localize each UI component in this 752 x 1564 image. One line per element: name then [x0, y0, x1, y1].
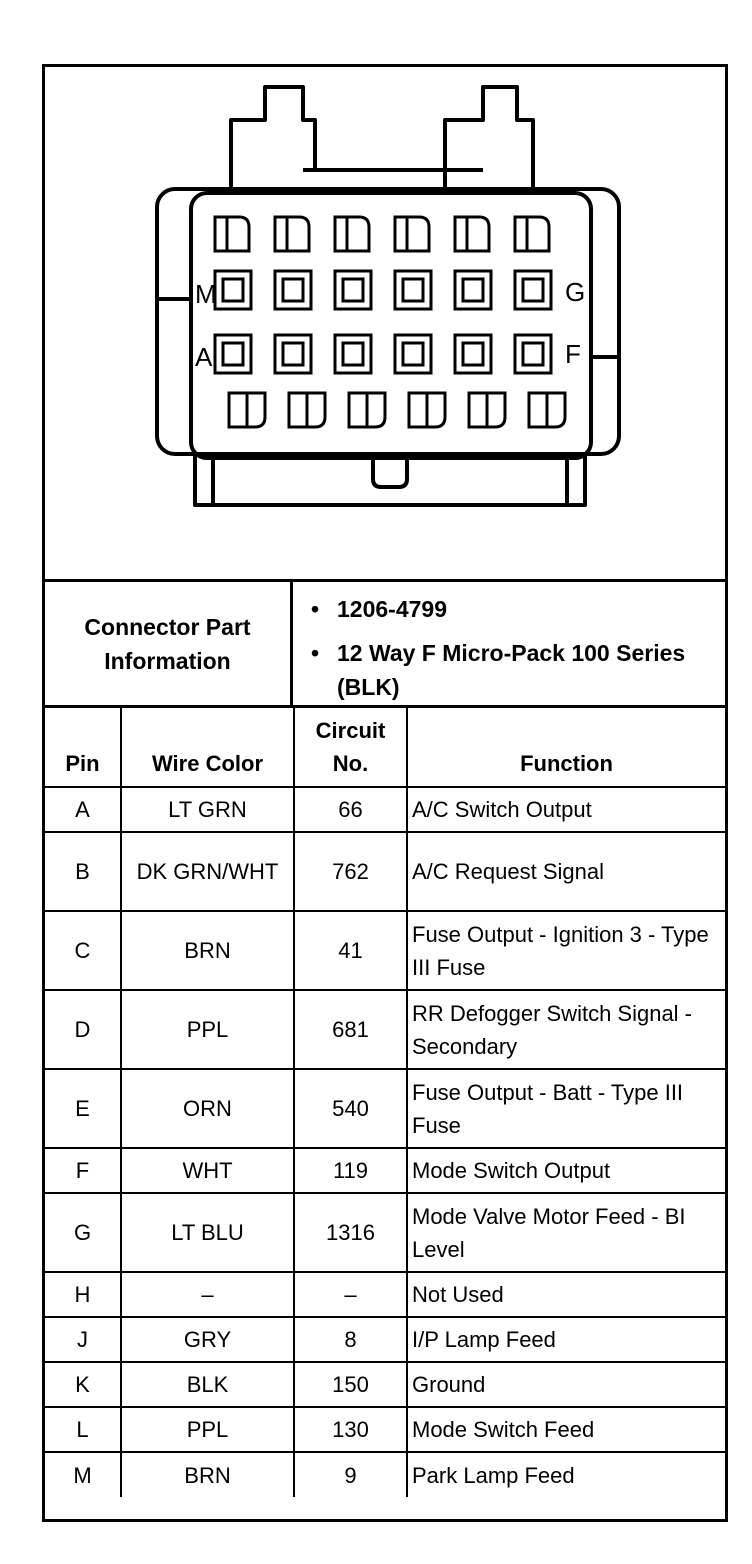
pin-label-a: A: [195, 342, 213, 372]
terminal-cavity-bottom-6: [529, 393, 565, 427]
terminal-cavity-bottom-5: [469, 393, 505, 427]
pin-cell: E: [45, 1069, 121, 1148]
connector-face: [191, 193, 591, 458]
terminal-cavity-upper-3: [335, 271, 371, 309]
pin-cell: D: [45, 990, 121, 1069]
connector-info-list: [309, 592, 719, 714]
pin-table-body: [45, 787, 725, 1497]
table-row: [45, 1407, 725, 1452]
wire-color-cell: DK GRN/WHT: [121, 832, 294, 911]
table-row: [45, 1193, 725, 1272]
circuit-cell: 540: [294, 1069, 407, 1148]
table-row: [45, 1362, 725, 1407]
pin-table: [45, 705, 725, 1497]
circuit-cell: 150: [294, 1362, 407, 1407]
circuit-cell: 9: [294, 1452, 407, 1497]
header-circuit-no: [294, 707, 407, 788]
connector-info-label: [45, 582, 293, 705]
connector-part-information: [45, 579, 725, 705]
terminal-cavity-upper-inner-3: [343, 279, 363, 301]
terminal-cavity-lower-inner-6: [523, 343, 543, 365]
function-cell: Fuse Output - Batt - Type III Fuse: [407, 1069, 725, 1148]
circuit-cell: –: [294, 1272, 407, 1317]
pin-cell: A: [45, 787, 121, 832]
wire-color-cell: WHT: [121, 1148, 294, 1193]
terminal-cavity-upper-6: [515, 271, 551, 309]
header-wire-color: Wire Color: [121, 707, 294, 788]
pin-label-g: G: [565, 277, 586, 307]
function-cell: A/C Request Signal: [407, 832, 725, 911]
wire-color-cell: BRN: [121, 1452, 294, 1497]
terminal-cavity-upper-inner-6: [523, 279, 543, 301]
terminal-cavity-top-3: [335, 217, 369, 251]
terminal-cavity-upper-inner-4: [403, 279, 423, 301]
terminal-cavity-top-6: [515, 217, 549, 251]
connector-info-label-line1: Connector Part: [84, 613, 251, 640]
circuit-cell: 130: [294, 1407, 407, 1452]
table-row: [45, 1148, 725, 1193]
table-row: [45, 1069, 725, 1148]
pin-cell: M: [45, 1452, 121, 1497]
header-circuit-line2: No.: [332, 751, 369, 776]
terminal-cavity-bottom-3: [349, 393, 385, 427]
wire-color-cell: BRN: [121, 911, 294, 990]
header-circuit-line1: Circuit: [315, 718, 386, 743]
table-row: [45, 787, 725, 832]
function-cell: Mode Switch Feed: [407, 1407, 725, 1452]
header-pin: Pin: [45, 707, 121, 788]
circuit-cell: 66: [294, 787, 407, 832]
circuit-cell: 681: [294, 990, 407, 1069]
terminal-cavity-lower-3: [335, 335, 371, 373]
table-row: [45, 1452, 725, 1497]
function-cell: Not Used: [407, 1272, 725, 1317]
terminal-cavity-upper-2: [275, 271, 311, 309]
connector-info-label-line2: Information: [104, 647, 231, 674]
pin-table-header: [45, 707, 725, 788]
terminal-cavity-lower-inner-3: [343, 343, 363, 365]
left-latch: [231, 87, 315, 194]
wire-color-cell: BLK: [121, 1362, 294, 1407]
function-cell: A/C Switch Output: [407, 787, 725, 832]
cavity-grid: [215, 217, 565, 427]
terminal-cavity-upper-4: [395, 271, 431, 309]
function-cell: Fuse Output - Ignition 3 - Type III Fuse: [407, 911, 725, 990]
terminal-cavity-upper-1: [215, 271, 251, 309]
wire-color-cell: PPL: [121, 990, 294, 1069]
terminal-cavity-bottom-4: [409, 393, 445, 427]
terminal-cavity-lower-inner-5: [463, 343, 483, 365]
terminal-cavity-lower-1: [215, 335, 251, 373]
wire-color-cell: –: [121, 1272, 294, 1317]
pin-cell: L: [45, 1407, 121, 1452]
circuit-cell: 1316: [294, 1193, 407, 1272]
terminal-cavity-top-1: [215, 217, 249, 251]
terminal-cavity-upper-inner-1: [223, 279, 243, 301]
terminal-cavity-lower-6: [515, 335, 551, 373]
circuit-cell: 119: [294, 1148, 407, 1193]
right-latch: [445, 87, 533, 194]
table-row: [45, 832, 725, 911]
terminal-cavity-lower-2: [275, 335, 311, 373]
terminal-cavity-lower-inner-4: [403, 343, 423, 365]
wire-color-cell: LT GRN: [121, 787, 294, 832]
terminal-cavity-top-2: [275, 217, 309, 251]
terminal-cavity-lower-inner-1: [223, 343, 243, 365]
connector-sheet: [42, 64, 728, 1522]
terminal-cavity-upper-5: [455, 271, 491, 309]
header-function: Function: [407, 707, 725, 788]
terminal-cavity-lower-5: [455, 335, 491, 373]
pin-cell: K: [45, 1362, 121, 1407]
terminal-cavity-bottom-2: [289, 393, 325, 427]
function-cell: I/P Lamp Feed: [407, 1317, 725, 1362]
circuit-cell: 8: [294, 1317, 407, 1362]
pin-cell: G: [45, 1193, 121, 1272]
wire-color-cell: LT BLU: [121, 1193, 294, 1272]
table-row: [45, 1272, 725, 1317]
pin-label-m: M: [195, 279, 217, 309]
pin-cell: J: [45, 1317, 121, 1362]
table-row: [45, 990, 725, 1069]
connector-drawing: [45, 67, 725, 579]
pin-cell: F: [45, 1148, 121, 1193]
function-cell: Mode Switch Output: [407, 1148, 725, 1193]
function-cell: Park Lamp Feed: [407, 1452, 725, 1497]
terminal-cavity-upper-inner-2: [283, 279, 303, 301]
table-row: [45, 911, 725, 990]
terminal-cavity-bottom-1: [229, 393, 265, 427]
terminal-cavity-upper-inner-5: [463, 279, 483, 301]
terminal-cavity-lower-4: [395, 335, 431, 373]
pin-cell: B: [45, 832, 121, 911]
table-row: [45, 1317, 725, 1362]
function-cell: Ground: [407, 1362, 725, 1407]
pin-cell: H: [45, 1272, 121, 1317]
wire-color-cell: PPL: [121, 1407, 294, 1452]
connector-face-diagram: [45, 67, 725, 579]
wire-color-cell: ORN: [121, 1069, 294, 1148]
pin-label-f: F: [565, 339, 581, 369]
part-number: • 1206-4799: [309, 592, 719, 626]
terminal-cavity-top-5: [455, 217, 489, 251]
function-cell: RR Defogger Switch Signal - Secondary: [407, 990, 725, 1069]
terminal-cavity-lower-inner-2: [283, 343, 303, 365]
terminal-cavity-top-4: [395, 217, 429, 251]
circuit-cell: 762: [294, 832, 407, 911]
wire-color-cell: GRY: [121, 1317, 294, 1362]
circuit-cell: 41: [294, 911, 407, 990]
pin-cell: C: [45, 911, 121, 990]
connector-skirt: [195, 453, 585, 505]
function-cell: Mode Valve Motor Feed - BI Level: [407, 1193, 725, 1272]
connector-description: • 12 Way F Micro-Pack 100 Series (BLK): [309, 636, 719, 704]
